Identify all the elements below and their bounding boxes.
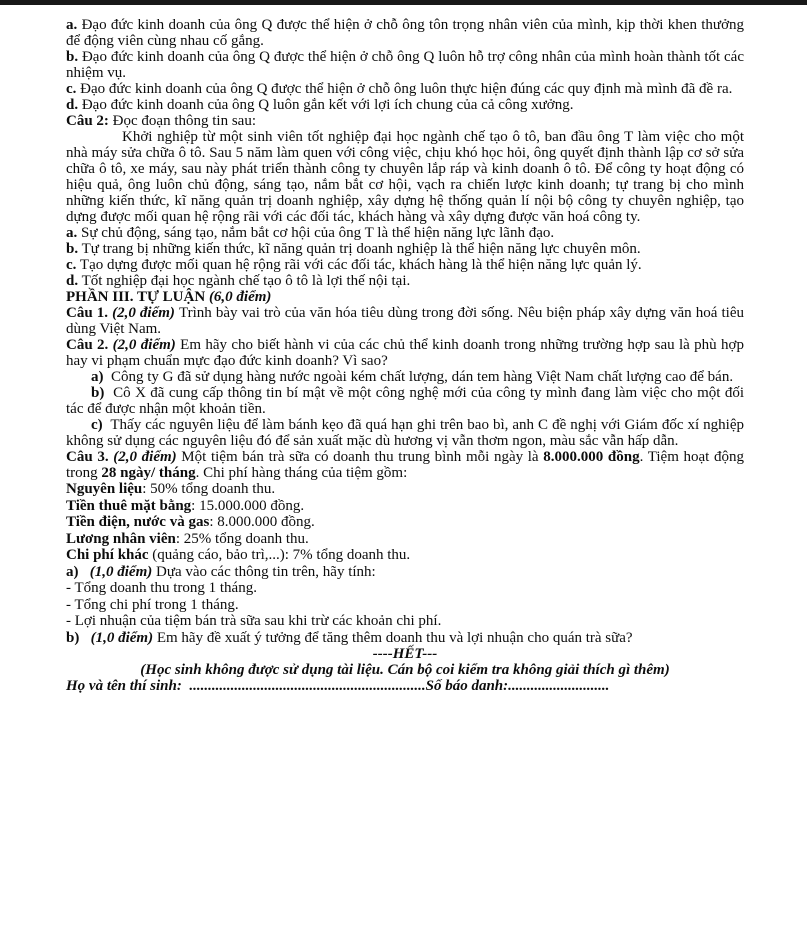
- cost-item-utilities: [66, 514, 744, 531]
- essay-q2-text: Câu 2.: [66, 337, 113, 353]
- essay-q1-text: (2,0 điểm): [112, 305, 179, 321]
- cost-item-rent: [66, 498, 744, 515]
- q2-option-b: [66, 241, 744, 257]
- essay-q2-case-b-text: Cô X đã cung cấp thông tin bí mật về một công nghệ mới của công ty mình đang làm việc cho một đối tác để được nhận một khoản tiền.: [66, 385, 744, 417]
- essay-q2-case-a-text: Công ty G đã sử dụng hàng nước ngoài kém chất lượng, dán tem hàng Việt Nam chất lượng cao để bán.: [103, 369, 734, 385]
- essay-q3-part-b-text: (1,0 điểm): [79, 629, 154, 646]
- essay-q3-part-b: [66, 630, 744, 647]
- cost-item-other: [66, 547, 744, 564]
- cost-item-rent-text: Tiền thuê mặt bằng: [66, 497, 192, 514]
- q1-option-b-text: Đạo đức kinh doanh của ông Q được thể hiện ở chỗ ông Q luôn hỗ trợ công nhân của mình hoàn thành tốt các nhiệm vụ.: [66, 49, 744, 81]
- q1-option-b-text: b.: [66, 49, 79, 65]
- essay-q3-part-a-text: (1,0 điểm): [78, 563, 153, 580]
- cost-item-salary-text: Lương nhân viên: [66, 530, 176, 547]
- q1-option-d-text: d.: [66, 97, 79, 113]
- exam-note-text: (Học sinh không được sử dụng tài liệu. Cán bộ coi kiểm tra không giải thích gì thêm): [140, 662, 670, 678]
- candidate-info-line-text: ...............................................................: [189, 678, 426, 694]
- q1-option-c-text: Đạo đức kinh doanh của ông Q được thể hiện ở chỗ ông luôn thực hiện đúng các quy định mà mình đã đề ra.: [76, 81, 733, 97]
- q1-option-c: [66, 81, 744, 97]
- q2-option-c: [66, 257, 744, 273]
- q2-passage-text: Khởi nghiệp từ một sinh viên tốt nghiệp đại học ngành chế tạo ô tô, ban đầu ông T làm việc cho một nhà máy sửa chữa ô tô. Sau 5 năm làm quen với công việc, chịu khó học hỏi, ông quyết định thành lập cơ sở sửa chữa ô tô, xe máy, sau này phát triển thành công ty chuyên lắp ráp và kinh doanh ô tô. Để công ty hoạt động có hiệu quả, ông luôn chủ động, sáng tạo, nắm bắt cơ hội, vạch ra chiến lược kinh doanh; tự trang bị cho mình những kiến thức, kĩ năng quản trị doanh nghiệp, xây dựng hệ thống quản lí nội bộ công ty chuyên nghiệp, tạo dựng được mối quan hệ rộng rãi với các đối tác, khách hàng và xây dựng được văn hoá công ty.: [66, 129, 744, 225]
- essay-q3: [66, 449, 744, 481]
- q2-option-b-text: Tự trang bị những kiến thức, kĩ năng quản trị doanh nghiệp là thể hiện năng lực chuyên môn.: [78, 241, 641, 257]
- candidate-info-line-text: Số báo danh:: [425, 678, 509, 694]
- essay-q3-task-cost: [66, 597, 744, 614]
- cost-item-salary: [66, 531, 744, 548]
- q2-option-a: [66, 225, 744, 241]
- cost-item-utilities-text: : 8.000.000 đồng.: [209, 514, 315, 530]
- essay-q3-text: (2,0 điểm): [113, 449, 182, 465]
- essay-q1-text: Trình bày vai trò của văn hóa tiêu dùng trong đời sống. Nêu biện pháp xây dựng văn hoá tiêu dùng Việt Nam.: [66, 305, 744, 337]
- exam-document: [0, 5, 807, 694]
- exam-note: [66, 662, 744, 678]
- essay-q1-text: Câu 1.: [66, 305, 113, 321]
- cost-item-ingredients: [66, 481, 744, 498]
- cost-item-rent-text: : 15.000.000 đồng.: [191, 497, 305, 514]
- part3-heading-text: (6,0 điểm): [208, 289, 272, 305]
- q1-option-d: [66, 97, 744, 113]
- essay-q2-case-b-text: b): [91, 385, 105, 401]
- essay-q3-text: . Chi phí hàng tháng của tiệm gồm:: [195, 465, 408, 481]
- essay-q3-text: Một tiệm bán trà sữa có doanh thu trung bình mỗi ngày là: [181, 449, 544, 465]
- part3-heading: [66, 289, 744, 305]
- q2-passage: [66, 129, 744, 225]
- essay-q3-task-revenue-text: - Tổng doanh thu trong 1 tháng.: [66, 580, 257, 596]
- essay-q3-part-a-text: a): [66, 563, 79, 580]
- essay-q3-text: . Tiệm hoạt động trong: [66, 449, 744, 481]
- essay-q2-case-b: [66, 385, 744, 417]
- q1-option-d-text: Đạo đức kinh doanh của ông Q luôn gắn kết với lợi ích chung của cả công xưởng.: [78, 97, 574, 113]
- q1-option-c-text: c.: [66, 81, 77, 97]
- q1-option-b: [66, 49, 744, 81]
- essay-q3-part-b-text: Em hãy đề xuất ý tưởng để tăng thêm doanh thu và lợi nhuận cho quán trà sữa?: [153, 629, 633, 646]
- essay-q3-task-profit-text: - Lợi nhuận của tiệm bán trà sữa sau khi trừ các khoản chi phí.: [66, 613, 442, 629]
- q2-option-a-text: Sự chủ động, sáng tạo, nắm bắt cơ hội của ông T là thể hiện năng lực lãnh đạo.: [77, 225, 555, 241]
- q2-option-d: [66, 273, 744, 289]
- q2-header-text: Đọc đoạn thông tin sau:: [108, 113, 256, 129]
- cost-item-ingredients-text: Nguyên liệu: [66, 481, 143, 497]
- q2-option-b-text: b.: [66, 241, 79, 257]
- q2-option-c-text: Tạo dựng được mối quan hệ rộng rãi với các đối tác, khách hàng là thể hiện năng lực quản lý.: [76, 257, 642, 273]
- essay-q2-case-a-text: a): [91, 369, 104, 385]
- essay-q2-case-c: [66, 417, 744, 449]
- essay-q2-text: (2,0 điểm): [112, 337, 181, 353]
- q2-option-d-text: d.: [66, 273, 79, 289]
- essay-q3-text: 8.000.000 đồng: [543, 449, 640, 465]
- essay-q3-task-cost-text: - Tổng chi phí trong 1 tháng.: [66, 596, 239, 613]
- candidate-info-line-text: Họ và tên thí sinh:: [66, 678, 182, 694]
- essay-q3-text: 28 ngày/ tháng: [101, 465, 196, 481]
- essay-q2: [66, 337, 744, 369]
- essay-q3-part-a-text: Dựa vào các thông tin trên, hãy tính:: [152, 563, 376, 580]
- end-marker: [66, 646, 744, 662]
- q2-option-a-text: a.: [66, 225, 78, 241]
- essay-q3-task-revenue: [66, 580, 744, 597]
- essay-q3-part-a: [66, 564, 744, 581]
- q1-option-a: [66, 17, 744, 49]
- cost-item-salary-text: : 25% tổng doanh thu.: [175, 530, 309, 547]
- q1-option-a-text: Đạo đức kinh doanh của ông Q được thể hiện ở chỗ ông tôn trọng nhân viên của mình, kịp thời khen thưởng để động viên cùng nhau cố gắng.: [66, 17, 744, 49]
- q2-header-text: Câu 2:: [66, 113, 109, 129]
- end-marker-text: ----HẾT---: [372, 646, 438, 662]
- essay-q3-task-profit: [66, 613, 744, 630]
- cost-item-ingredients-text: : 50% tổng doanh thu.: [142, 481, 276, 497]
- essay-q2-text: Em hãy cho biết hành vi của các chủ thể kinh doanh trong những trường hợp sau là phù hợp hay vi phạm chuẩn mực đạo đức kinh doanh? Vì sao?: [66, 337, 744, 369]
- part3-heading-text: PHẦN III. TỰ LUẬN: [66, 289, 209, 305]
- essay-q2-case-c-text: Thấy các nguyên liệu để làm bánh kẹo đã quá hạn ghi trên bao bì, anh C đề nghị với Giám đốc xí nghiệp không sử dụng các nguyên liệu đó để sản xuất mặc dù hương vị vẫn thơm ngon, màu sắc vẫn hấp dẫn.: [66, 417, 744, 449]
- essay-q1: [66, 305, 744, 337]
- essay-q2-case-a: [66, 369, 744, 385]
- essay-q2-case-c-text: c): [91, 417, 103, 433]
- q2-option-d-text: Tốt nghiệp đại học ngành chế tạo ô tô là lợi thế nội tại.: [78, 273, 411, 289]
- cost-item-other-text: Chi phí khác: [66, 547, 149, 563]
- candidate-info-line-text: ...........................: [508, 678, 610, 694]
- cost-item-other-text: (quảng cáo, bảo trì,...): 7% tổng doanh thu.: [148, 547, 411, 563]
- q2-header: [66, 113, 744, 129]
- cost-item-utilities-text: Tiền điện, nước và gas: [66, 514, 210, 530]
- essay-q3-text: Câu 3.: [66, 449, 114, 465]
- candidate-info-line: [66, 678, 744, 694]
- q1-option-a-text: a.: [66, 17, 78, 33]
- essay-q3-part-b-text: b): [66, 629, 80, 646]
- q2-option-c-text: c.: [66, 257, 77, 273]
